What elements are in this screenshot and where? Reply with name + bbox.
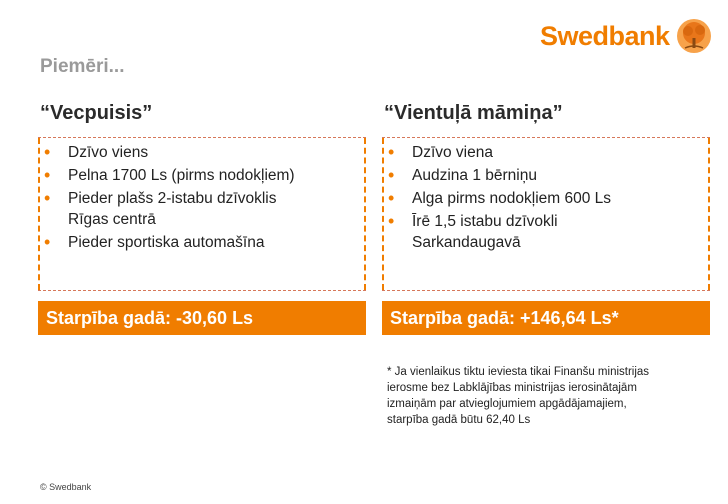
copyright-notice: © Swedbank	[40, 482, 92, 492]
bullet-icon: •	[388, 142, 395, 162]
footnote-line: starpība gadā būtu 62,40 Ls	[387, 414, 531, 426]
list-item: • Īrē 1,5 istabu dzīvokli Sarkandaugavā	[388, 211, 558, 251]
list-item: • Pieder sportiska automašīna	[44, 232, 265, 252]
bachelor-column	[38, 102, 366, 335]
list-item: • Audzina 1 bērniņu	[388, 165, 537, 185]
bachelor-details-box	[38, 137, 366, 291]
page-title: Piemēri...	[40, 56, 125, 77]
bachelor-list	[38, 138, 366, 253]
bullet-icon: •	[44, 232, 51, 252]
list-item: • Alga pirms nodokļiem 600 Ls	[388, 188, 612, 208]
bullet-icon: •	[388, 188, 395, 208]
footnote-line: izmaiņām par atvieglojumiem apgādājamajiem,	[387, 398, 627, 410]
footnote	[387, 364, 707, 428]
bullet-icon: •	[388, 165, 395, 185]
bullet-icon: •	[44, 165, 51, 185]
list-item: • Dzīvo viena	[388, 142, 493, 162]
bachelor-title: “Vecpuisis”	[40, 102, 153, 124]
footnote-line: * Ja vienlaikus tiktu ieviesta tikai Finanšu ministrijas	[387, 366, 650, 378]
single-mother-result-bar: Starpība gadā: +146,64 Ls*	[382, 301, 710, 335]
list-item: • Pieder plašs 2-istabu dzīvoklis Rīgas centrā	[44, 188, 277, 228]
bachelor-result-bar: Starpība gadā: -30,60 Ls	[38, 301, 366, 335]
single-mother-column	[382, 102, 710, 335]
single-mother-title: “Vientuļā māmiņa”	[384, 102, 563, 124]
footnote-line: ierosme bez Labklājības ministrijas ierosinātajām	[387, 382, 637, 394]
bullet-icon: •	[44, 142, 51, 162]
list-item: • Pelna 1700 Ls (pirms nodokļiem)	[44, 165, 295, 185]
list-item: • Dzīvo viens	[44, 142, 149, 162]
swedbank-logo	[540, 16, 712, 56]
bullet-icon: •	[388, 211, 395, 231]
single-mother-details-box	[382, 137, 710, 291]
bullet-icon: •	[44, 188, 51, 208]
logo-wordmark: Swedbank	[540, 20, 670, 51]
single-mother-list	[382, 138, 710, 253]
oak-tree-icon	[676, 18, 712, 54]
